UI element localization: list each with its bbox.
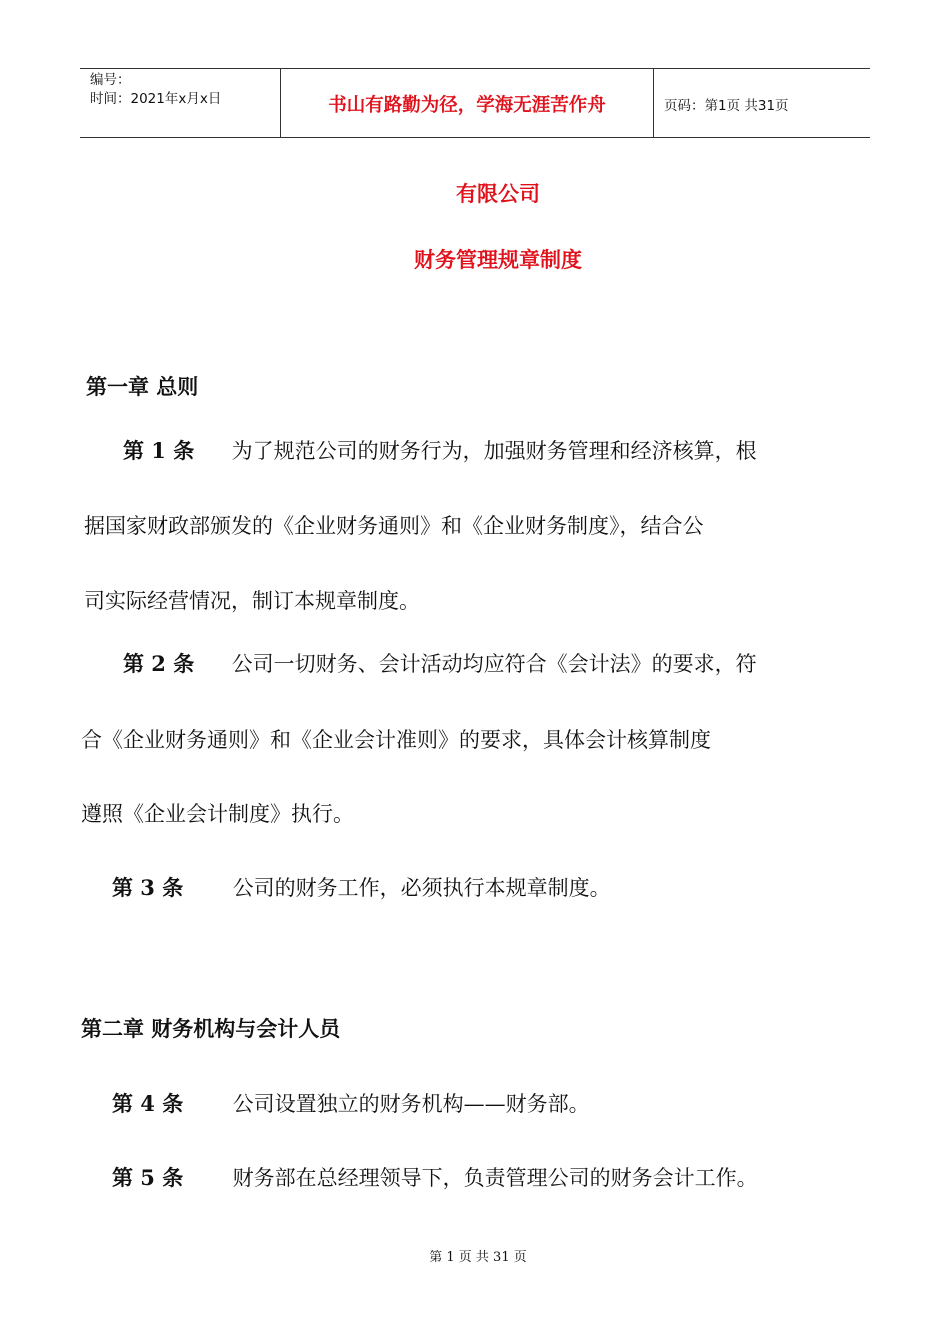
- article-2-line-2: 合《企业财务通则》和《企业会计准则》的要求，具体会计核算制度: [81, 728, 711, 752]
- article-1-label: 第 1 条: [123, 438, 195, 463]
- article-3-label: 第 3 条: [112, 875, 184, 900]
- chapter-1-heading: 第一章 总则: [86, 375, 199, 399]
- page-footer: 第 1 页 共 31 页: [429, 1250, 527, 1265]
- article-4-label: 第 4 条: [112, 1091, 184, 1116]
- page-header: [80, 68, 870, 138]
- article-5-label: 第 5 条: [112, 1165, 184, 1190]
- article-4-text-1: 公司设置独立的财务机构——财务部。: [232, 1092, 590, 1116]
- chapter-2-heading: 第二章 财务机构与会计人员: [81, 1017, 341, 1041]
- header-meta: [80, 69, 281, 137]
- company-title: 有限公司: [456, 182, 540, 206]
- article-2-line-1: [123, 649, 757, 679]
- article-3-line-1: [112, 873, 611, 903]
- header-page-number: 页码：第1页 共31页: [664, 98, 789, 114]
- document-number-label: 编号：: [90, 72, 131, 88]
- article-1-text-1: 为了规范公司的财务行为，加强财务管理和经济核算，根: [231, 439, 757, 463]
- article-2-text-1: 公司一切财务、会计活动均应符合《会计法》的要求，符: [231, 652, 757, 676]
- article-1-line-3: 司实际经营情况，制订本规章制度。: [84, 589, 420, 613]
- document-date-label: 时间：2021年x月x日: [90, 91, 222, 107]
- article-5-text-1: 财务部在总经理领导下，负责管理公司的财务会计工作。: [232, 1166, 758, 1190]
- article-3-text-1: 公司的财务工作，必须执行本规章制度。: [232, 876, 611, 900]
- article-1-line-2: 据国家财政部颁发的《企业财务通则》和《企业财务制度》，结合公: [84, 514, 704, 538]
- article-5-line-1: [112, 1163, 758, 1193]
- document-title: 财务管理规章制度: [414, 248, 582, 272]
- article-1-line-1: [123, 436, 757, 466]
- article-2-label: 第 2 条: [123, 651, 195, 676]
- header-motto: 书山有路勤为径，学海无涯苦作舟: [281, 69, 654, 137]
- article-4-line-1: [112, 1089, 590, 1119]
- article-2-line-3: 遵照《企业会计制度》执行。: [81, 802, 354, 826]
